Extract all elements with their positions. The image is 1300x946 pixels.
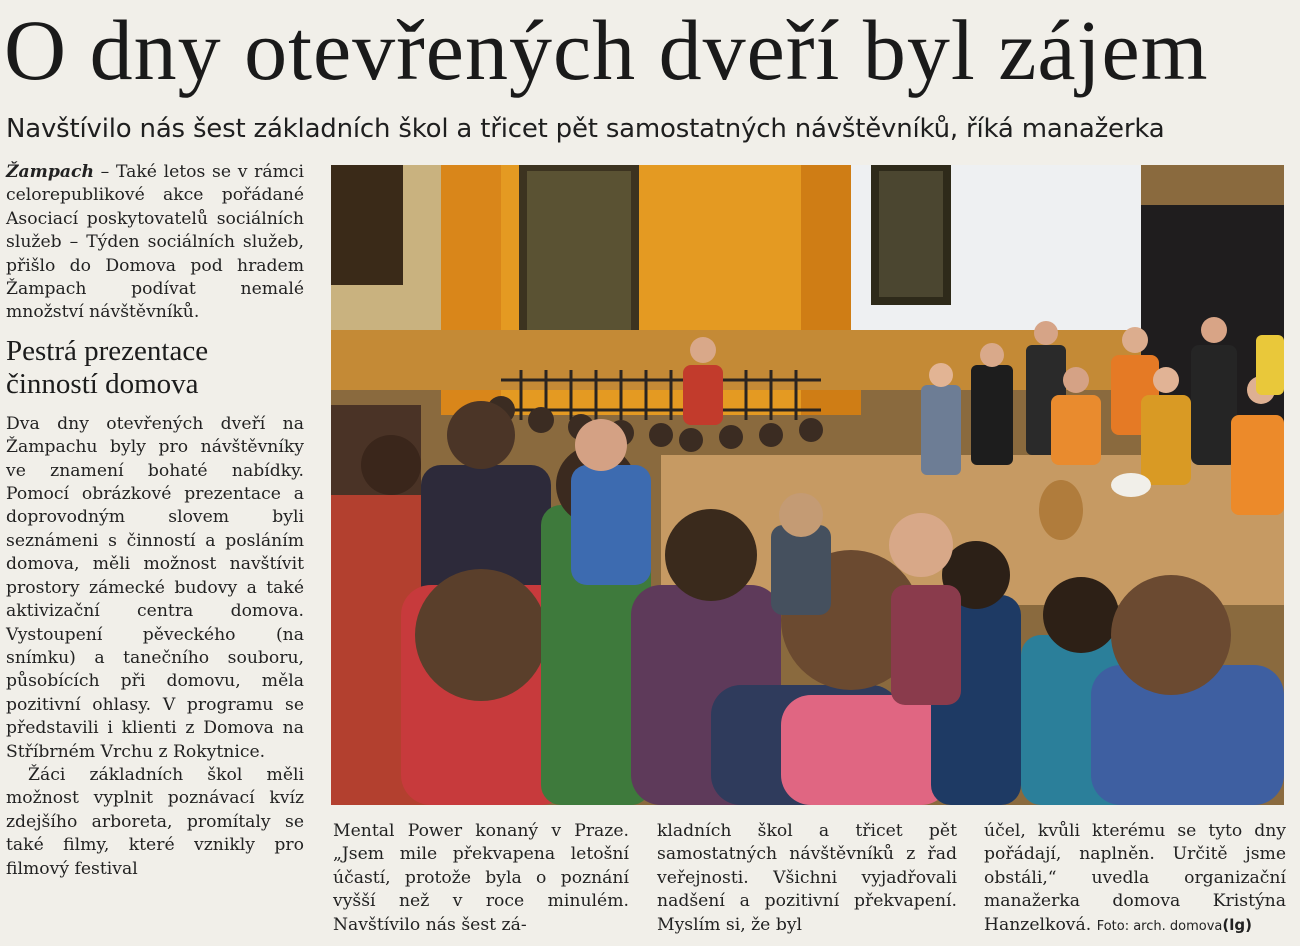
body-paragraph-1: Dva dny otevřených dveří na Žampachu byly pro návštěvníky ve znamení bohaté nabídky. Pomocí obrázkové prezentace a doprovodným slovem byli seznámeni s činností a posláním domova, měli možnost navštívit prostory zámecké budovy a také aktivizační centra domova. Vystoupení pěveckého (na snímku) a tanečního souboru, působících při domovu, měla pozitivní ohlasy. V programu se představili i klienti z Domova na Stříbrném Vrchu z Rokytnice. bbox=[6, 413, 304, 762]
col3-text: kladních škol a třicet pět samostatných návštěvníků z řad veřejnosti. Všichni vyjadřovali nadšení a pozitivní překvapení. Myslím si, že byl bbox=[657, 821, 957, 935]
article-column-1 bbox=[6, 161, 304, 881]
section-subhead: Pestrá prezentace činností domova bbox=[6, 334, 209, 400]
photo-credit: Foto: arch. domova bbox=[1096, 918, 1223, 934]
headline: O dny otevřených dveří byl zájem bbox=[4, 2, 1209, 98]
subtitle: Navštívilo nás šest základních škol a třicet pět samostatných návštěvníků, říká manažerka bbox=[6, 114, 1165, 144]
body-paragraph-2: Žáci základních škol měli možnost vyplnit poznávací kvíz zdejšího arboreta, promítaly se také filmy, které vznikly pro filmový festival bbox=[6, 764, 304, 879]
lead-paragraph bbox=[6, 161, 304, 325]
author-initials: (lg) bbox=[1222, 915, 1252, 934]
article-column-3 bbox=[657, 820, 957, 937]
col4-text bbox=[984, 820, 1286, 938]
article-column-4 bbox=[984, 820, 1286, 938]
article-column-2 bbox=[333, 820, 629, 937]
col4-body: účel, kvůli kterému se tyto dny pořádají, naplněn. Určitě jsme obstáli,“ uvedla organizační manažerka domova Kristýna Hanzelková. bbox=[984, 821, 1286, 935]
article-photo bbox=[331, 165, 1284, 805]
col2-text: Mental Power konaný v Praze. „Jsem mile překvapena letošní účastí, protože byla o poznání vyšší než v roce minulém. Navštívilo nás šest zá- bbox=[333, 821, 629, 935]
lead-text: – Také letos se v rámci celorepublikové akce pořádané Asociací poskytovatelů sociálních služeb – Týden sociálních služeb, přišlo do Domova pod hradem Žampach podívat nemalé množství návštěvníků. bbox=[6, 162, 304, 323]
photo-illustration bbox=[331, 165, 1284, 805]
dateline: Žampach bbox=[6, 162, 94, 182]
